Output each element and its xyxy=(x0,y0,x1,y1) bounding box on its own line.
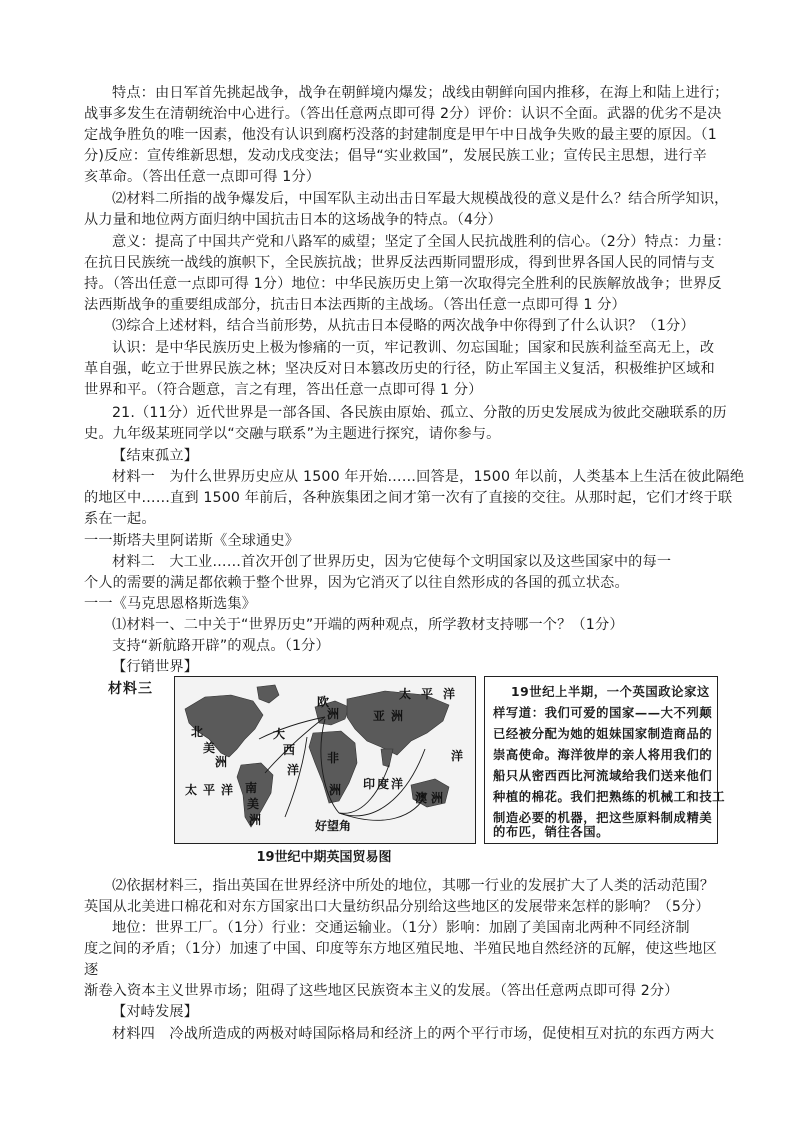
answer-line: 支持“新航路开辟”的观点。（1分） xyxy=(112,638,330,654)
section-heading: 【结束孤立】 xyxy=(112,448,199,464)
map-label: 大 xyxy=(273,727,286,741)
material-line: 材料一 为什么世界历史应从 1500 年开始……回答是，1500 年以前，人类基本上生活在彼此隔绝 xyxy=(112,469,745,485)
quote-line: 制造必要的机器，把这些原料制成精美 xyxy=(493,811,713,825)
section-heading: 【对峙发展】 xyxy=(112,1004,199,1020)
text-line: 战事多发生在清朝统治中心进行。（答出任意两点即可得 2分）评价：认识不全面。武器的优劣不是决 xyxy=(84,106,722,122)
map-label: 洲 xyxy=(329,783,342,797)
answer-line: 渐卷入资本主义世界市场；阻碍了这些地区民族资本主义的发展。（答出任意两点即可得 2分） xyxy=(84,983,679,999)
answer-line: 地位：世界工厂。（1分）行业：交通运输业。（1分）影响：加剧了美国南北两种不同经济制 xyxy=(112,920,690,936)
greenland-shape xyxy=(257,685,279,703)
quote-line: 船只从密西西比河流域给我们送来他们 xyxy=(493,769,713,783)
quote-line: 样写道：我们可爱的国家——大不列颠 xyxy=(493,706,713,720)
answer-line: 意义：提高了中国共产党和八路军的威望；坚定了全国人民抗战胜利的信心。（2分）特点：力量： xyxy=(112,234,731,250)
map-caption: 19世纪中期英国贸易图 xyxy=(256,850,392,865)
map-label: 洋 xyxy=(287,763,300,777)
answer-line: 认识：是中华民族历史上极为惨痛的一页，牢记教训、勿忘国耻；国家和民族利益至高无上，改 xyxy=(112,340,715,356)
map-label: 好望角 xyxy=(315,819,352,833)
question-title: 21.（11分）近代世界是一部各国、各民族由原始、孤立、分散的历史发展成为彼此交融联系的历 xyxy=(112,405,727,421)
material-line: 系在一起。 xyxy=(84,511,156,527)
india-shape xyxy=(381,749,393,767)
text-line: 特点：由日军首先挑起战争，战争在朝鲜境内爆发；战线由朝鲜向国内推移，在海上和陆上进行； xyxy=(112,85,729,101)
material-source: 一一《马克思恩格斯选集》 xyxy=(84,596,257,612)
map-label: 北 xyxy=(191,725,204,739)
trade-map xyxy=(174,676,476,844)
material-line: 个人的需要的满足都依赖于整个世界，因为它消灭了以往自然形成的各国的孤立状态。 xyxy=(84,575,629,591)
map-label: 澳 xyxy=(415,791,428,805)
map-label: 度 xyxy=(377,777,390,791)
figure-label: 材料三 xyxy=(108,681,153,697)
map-label: 洋 xyxy=(391,777,404,791)
map-label: 亚 xyxy=(373,709,386,723)
question-line: 英国从北美进口棉花和对东方国家出口大量纺织品分别给这些地区的发展带来怎样的影响？（5分） xyxy=(84,899,710,915)
material-line: 的地区中……直到 1500 年前后，各种族集团之间才第一次有了直接的交往。从那时起，它们才终于联 xyxy=(84,490,733,506)
question-line: 从力量和地位两方面归纳中国抗击日本的这场战争的特点。（4分） xyxy=(84,212,502,228)
text-line: 定战争胜负的唯一因素，他没有认识到腐朽没落的封建制度是甲午中日战争失败的最主要的原因。（1 xyxy=(84,127,717,143)
map-label: 美 xyxy=(203,741,216,755)
map-label: 洋 xyxy=(451,749,464,763)
section-heading: 【行销世界】 xyxy=(112,659,199,675)
answer-line: 在抗日民族统一战线的旗帜下，全民族抗战；世界反法西斯同盟形成，得到世界各国人民的同情与支 xyxy=(84,255,715,271)
map-label: 西 xyxy=(283,743,296,757)
map-label: 南 xyxy=(245,781,258,795)
quote-line: 崇高使命。海洋彼岸的亲人将用我们的 xyxy=(493,748,713,762)
quote-line: 的布匹，销往各国。 xyxy=(493,825,610,839)
question-line: ⑶综合上述材料，结合当前形势，从抗击日本侵略的两次战争中你得到了什么认识？（1分） xyxy=(112,318,695,334)
question-line: ⑵材料二所指的战争爆发后，中国军队主动出击日军最大规模战役的意义是什么？结合所学知识， xyxy=(112,191,729,207)
question-line: ⑵依据材料三，指出英国在世界经济中所处的地位，其哪一行业的发展扩大了人类的活动范围？ xyxy=(112,878,715,894)
map-label: 太 xyxy=(399,687,412,701)
quote-line: 19世纪上半期，一个英国政论家这 xyxy=(511,685,710,699)
answer-line: 逐 xyxy=(84,962,99,978)
text-line: 亥革命。（答出任意一点即可得 1分） xyxy=(84,169,321,185)
answer-line: 法西斯战争的重要组成部分，抗击日本法西斯的主战场。（答出任意一点即可得 1 分） xyxy=(84,297,626,313)
question-title: 史。九年级某班同学以“交融与联系”为主题进行探究，请你参与。 xyxy=(84,426,501,442)
map-label: 非 xyxy=(327,751,340,765)
material-line: 材料四 冷战所造成的两极对峙国际格局和经济上的两个平行市场，促使相互对抗的东西方两大 xyxy=(112,1026,715,1042)
material-three-figure xyxy=(108,672,726,868)
quote-line: 种植的棉花。我们把熟练的机械工和技工 xyxy=(493,790,726,804)
map-label: 洲 xyxy=(431,791,444,805)
map-label: 平 xyxy=(421,687,434,701)
map-label: 洋 xyxy=(443,687,456,701)
map-label: 太 xyxy=(185,783,198,797)
quote-line: 已经被分配为她的姐妹国家制造商品的 xyxy=(493,727,713,741)
map-label: 欧 xyxy=(317,695,330,709)
material-source: 一一斯塔夫里阿诺斯《全球通史》 xyxy=(84,533,300,549)
answer-line: 革自强，屹立于世界民族之林；坚决反对日本篡改历史的行径，防止军国主义复活，积极维护区域和 xyxy=(84,361,715,377)
map-label: 洲 xyxy=(327,707,340,721)
answer-line: 度之间的矛盾；（1分）加速了中国、印度等东方地区殖民地、半殖民地自然经济的瓦解，使这些地区 xyxy=(84,941,717,957)
text-line: 分)反应：宣传维新思想，发动戊戌变法；倡导“实业救国”，发展民族工业；宣传民主思想，进行辛 xyxy=(84,148,707,164)
map-label: 洲 xyxy=(249,813,262,827)
map-label: 洲 xyxy=(391,709,404,723)
map-label: 美 xyxy=(247,797,260,811)
question-line: ⑴材料一、二中关于“世界历史”开端的两种观点，所学教材支持哪一个？（1分） xyxy=(112,617,624,633)
quote-box xyxy=(484,676,726,844)
map-label: 印 xyxy=(363,777,376,791)
map-label: 洋 xyxy=(221,783,234,797)
map-label: 平 xyxy=(203,783,216,797)
answer-line: 持。（答出任意一点即可得 1分）地位：中华民族历史上第一次取得完全胜利的民族解放战争；世界反 xyxy=(84,276,722,292)
material-line: 材料二 大工业……首次开创了世界历史，因为它使每个文明国家以及这些国家中的每一 xyxy=(112,554,672,570)
answer-line: 世界和平。（符合题意，言之有理，答出任意一点即可得 1 分） xyxy=(84,382,483,398)
map-label: 洲 xyxy=(215,755,228,769)
